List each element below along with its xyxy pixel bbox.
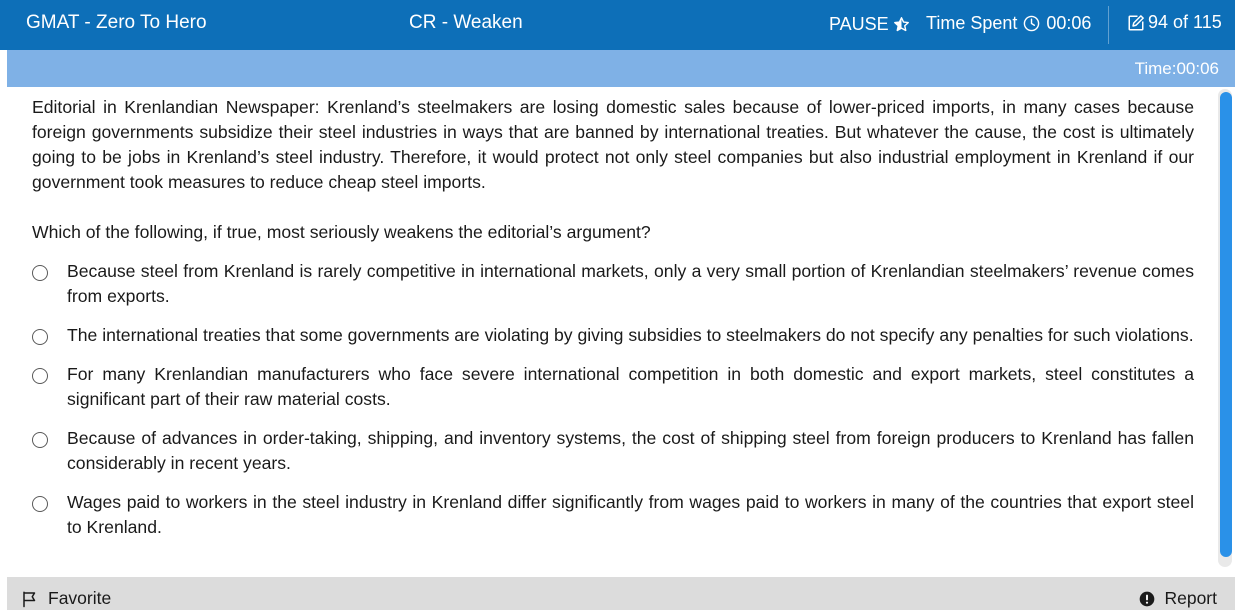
radio-button[interactable] bbox=[32, 432, 48, 448]
header-divider bbox=[1108, 6, 1109, 44]
timer-bar bbox=[7, 50, 1235, 87]
answer-option-text: For many Krenlandian manufacturers who face severe international competition in both domestic and export markets, steel constitutes a significant part of their raw material costs. bbox=[67, 364, 1194, 409]
time-spent-label: Time Spent bbox=[926, 13, 1018, 33]
radio-button[interactable] bbox=[32, 368, 48, 384]
star-outline-icon bbox=[893, 16, 910, 33]
report-label: Report bbox=[1164, 588, 1217, 608]
answer-option-d[interactable] bbox=[32, 426, 1194, 476]
edit-note-icon bbox=[1127, 14, 1145, 32]
answer-option-text: The international treaties that some governments are violating by giving subsidies to steelmakers do not specify any penalties for such violations. bbox=[67, 325, 1194, 345]
pause-label: PAUSE bbox=[829, 14, 889, 34]
answer-option-text: Because steel from Krenland is rarely competitive in international markets, only a very small portion of Krenlandian steelmakers’ revenue comes from exports. bbox=[67, 261, 1194, 306]
report-button[interactable] bbox=[1139, 588, 1217, 609]
pause-button[interactable] bbox=[829, 14, 910, 35]
bottom-bar bbox=[7, 577, 1235, 610]
clock-icon bbox=[1023, 15, 1040, 32]
question-stem: Which of the following, if true, most seriously weakens the editorial’s argument? bbox=[32, 222, 651, 242]
answer-option-text: Wages paid to workers in the steel industry in Krenland differ significantly from wages paid to workers in many of the countries that export steel to Krenland. bbox=[67, 492, 1194, 537]
time-spent bbox=[926, 13, 1091, 34]
favorite-label: Favorite bbox=[48, 588, 112, 608]
flag-outline-icon bbox=[21, 590, 39, 608]
answer-option-text: Because of advances in order-taking, shipping, and inventory systems, the cost of shipping steel from foreign producers to Krenland has fallen considerably in recent years. bbox=[67, 428, 1194, 473]
radio-button[interactable] bbox=[32, 329, 48, 345]
answer-option-c[interactable] bbox=[32, 362, 1194, 412]
exclamation-circle-icon bbox=[1139, 591, 1155, 607]
section-title: CR - Weaken bbox=[409, 12, 523, 33]
answer-option-e[interactable] bbox=[32, 490, 1194, 540]
answer-option-b[interactable] bbox=[32, 323, 1194, 348]
top-bar bbox=[0, 0, 1235, 50]
answer-option-a[interactable] bbox=[32, 259, 1194, 309]
app-title: GMAT - Zero To Hero bbox=[26, 12, 207, 33]
radio-button[interactable] bbox=[32, 496, 48, 512]
favorite-button[interactable] bbox=[21, 588, 111, 609]
scrollbar-thumb[interactable] bbox=[1220, 92, 1232, 557]
radio-button[interactable] bbox=[32, 265, 48, 281]
answer-options bbox=[32, 259, 1218, 540]
question-content bbox=[7, 87, 1218, 577]
question-passage: Editorial in Krenlandian Newspaper: Krenland’s steelmakers are losing domestic sales because of lower-priced imports, in many cases because foreign governments subsidize their steel industries in ways that are banned by international treaties. But whatever the cause, the cost is ultimately going to be jobs in Krenland’s steel industry. Therefore, it would protect not only steel companies but also industrial employment in Krenland if our government took measures to reduce cheap steel imports. bbox=[32, 97, 1194, 192]
question-progress bbox=[1127, 12, 1222, 33]
question-timer: Time:00:06 bbox=[1134, 59, 1219, 78]
time-spent-value: 00:06 bbox=[1046, 13, 1092, 33]
progress-text: 94 of 115 bbox=[1148, 12, 1222, 32]
